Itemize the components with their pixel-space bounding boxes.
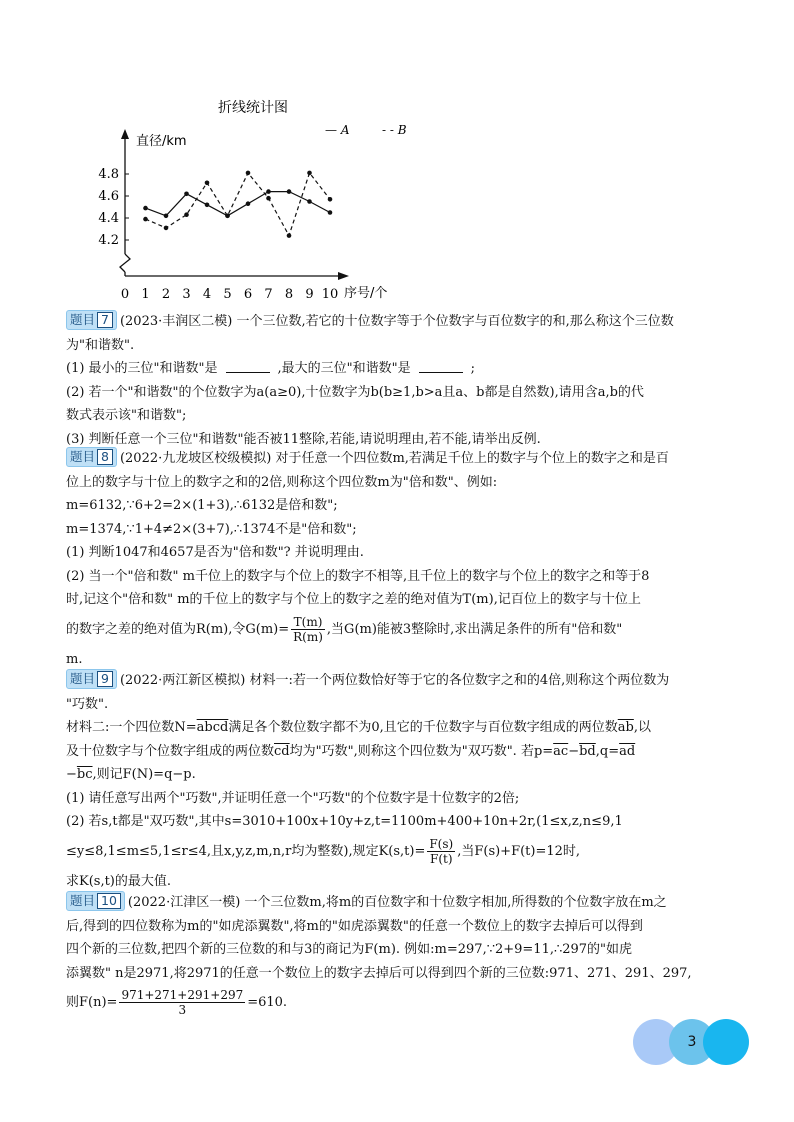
problem-text: 均为"巧数",则称这个四位数为"双巧数". 若p= [289, 743, 554, 759]
problem-text: ,当F(s)+F(t)=12时, [457, 843, 581, 859]
problem-number: 7 [97, 312, 113, 328]
x-axis-label: 序号/个 [344, 286, 388, 301]
data-point-a [328, 210, 333, 215]
y-axis-label: 直径/km [136, 134, 187, 149]
fraction [291, 615, 325, 644]
data-point-b [246, 171, 251, 176]
problem-text: ,最大的三位"和谐数"是 [277, 361, 411, 376]
overlined-number: $\overline{bc}$ [76, 767, 93, 782]
x-tick-label: 9 [305, 287, 314, 302]
problem-tag-label: 题目 [70, 449, 96, 464]
series-line-b [146, 173, 331, 236]
problem-10 [66, 891, 742, 1021]
problem-text: (2) 当一个"倍和数" m千位上的数字与个位上的数字不相等,且千位上的数字与个位上的数字之和等于8 [66, 568, 650, 584]
overlined-number: $\overline{cd}$ [274, 743, 290, 759]
problem-text: 为"和谐数". [66, 337, 135, 353]
problem-7 [66, 310, 742, 451]
problem-text: − [568, 743, 580, 759]
answer-blank [419, 360, 463, 373]
legend-entry-a: — A [325, 123, 350, 137]
problem-text: 四个新的三位数,把四个新的三位数的和与3的商记为F(m). 例如:m=297,∵2+9=11,∴297的"如虎 [66, 942, 633, 957]
legend-entry-b: - - B [382, 123, 407, 137]
fraction-denominator: F(t) [430, 851, 453, 866]
problem-tag [66, 447, 117, 467]
overlined-number: abcd [196, 720, 229, 735]
overlined-number: $\overline{ab}$ [617, 720, 634, 735]
problem-tag-label: 题目 [70, 671, 96, 686]
x-tick-label: 2 [161, 287, 171, 302]
fraction [119, 988, 245, 1017]
problem-text: "巧数". [66, 696, 109, 712]
data-point-b [328, 197, 333, 202]
problem-text: 后,得到的四位数称为m的"如虎添翼数",将m的"如虎添翼数"的任意一个数位上的数字去掉后可以得到 [66, 918, 643, 934]
data-point-b [307, 171, 312, 176]
problem-text: (2022·九龙坡区校级模拟) 对于任意一个四位数m,若满足千位上的数字与个位上的数字之和是百 [119, 451, 669, 466]
problem-text: (2) 若一个"和谐数"的个位数字为a(a≥0),十位数字为b(b≥1,b>a且a、b都是自然数),请用含a,b的代 [66, 384, 644, 400]
problem-text: (2022·江津区一模) 一个三位数m,将m的百位数字和十位数字相加,所得数的个位数字放在m之 [127, 895, 667, 910]
data-point-b [164, 226, 169, 231]
fraction-numerator: 971+271+291+297 [121, 988, 244, 1002]
data-point-a [266, 189, 271, 194]
x-tick-label: 5 [223, 287, 232, 302]
y-tick-label: 4.4 [98, 211, 119, 226]
data-point-a [307, 199, 312, 204]
problem-text: ,则记F(N)=q−p. [92, 767, 196, 782]
problem-text: 及十位数字与个位数字组成的两位数 [66, 743, 275, 759]
data-point-b [266, 196, 271, 201]
page-number: 3 [687, 1034, 697, 1050]
page-number-badge [633, 1019, 749, 1065]
data-point-a [287, 189, 292, 194]
problem-tag-label: 题目 [70, 312, 96, 327]
x-tick-label: 3 [182, 287, 191, 302]
data-point-a [143, 206, 148, 211]
problem-text: (1) 判断1047和4657是否为"倍和数"? 并说明理由. [66, 545, 364, 560]
problem-text: 求K(s,t)的最大值. [66, 873, 172, 889]
data-point-b [184, 212, 189, 217]
answer-blank [226, 360, 270, 373]
problem-text: 满足各个数位数字都不为0,且它的千位数字与百位数字组成的两位数 [228, 720, 618, 735]
data-point-b [143, 217, 148, 222]
chart-title: 折线统计图 [218, 100, 288, 116]
x-tick-label: 4 [202, 287, 212, 302]
problem-tag [66, 669, 117, 689]
problem-text: 添翼数" n是2971,将2971的任意一个数位上的数字去掉后可以得到四个新的三位数:971、271、291、297, [66, 965, 692, 981]
problem-text: − [66, 767, 77, 782]
problem-text: ; [470, 361, 475, 376]
y-tick-label: 4.8 [98, 167, 119, 182]
data-point-a [184, 192, 189, 197]
x-tick-label: 6 [243, 287, 253, 302]
data-point-b [225, 214, 230, 219]
y-axis-arrow [121, 129, 129, 139]
x-axis-arrow [338, 272, 349, 280]
y-tick-label: 4.2 [98, 233, 119, 248]
problem-text: ,q= [595, 743, 620, 759]
problem-text: (3) 判断任意一个三位"和谐数"能否被11整除,若能,请说明理由,若不能,请举出反例. [66, 431, 541, 447]
problem-text: m. [66, 651, 83, 667]
problem-text: m=6132,∵6+2=2×(1+3),∴6132是倍和数"; [66, 498, 338, 513]
fraction-denominator: R(m) [293, 629, 323, 644]
problem-number: 8 [97, 449, 113, 465]
fraction-numerator: F(s) [429, 836, 454, 851]
y-axis-break [120, 254, 130, 272]
fraction-numerator: T(m) [291, 615, 325, 630]
fraction [427, 837, 455, 866]
line-chart [98, 92, 407, 307]
problem-text: 的数字之差的绝对值为R(m),令G(m)= [66, 621, 290, 637]
problem-tag [66, 310, 117, 330]
problem-text: 材料二:一个四位数N= [66, 720, 197, 735]
problem-9 [66, 669, 742, 893]
problem-text: 时,记这个"倍和数" m的千位上的数字与个位上的数字之差的绝对值为T(m),记百位上的数字与十位上 [66, 592, 641, 607]
problem-text: (1) 最小的三位"和谐数"是 [66, 361, 218, 376]
problem-text: ,以 [633, 720, 651, 735]
problem-text: (2) 若s,t都是"双巧数",其中s=3010+100x+10y+z,t=1100m+400+10n+2r,(1≤x,z,n≤9,1 [66, 814, 623, 829]
problem-text: =610. [247, 995, 288, 1010]
problem-text: m=1374,∵1+4≠2×(3+7),∴1374不是"倍和数"; [66, 521, 357, 537]
x-tick-label: 0 [120, 287, 130, 302]
x-tick-label: 10 [321, 287, 339, 302]
problem-text: (1) 请任意写出两个"巧数",并证明任意一个"巧数"的个位数字是十位数字的2倍; [66, 790, 520, 806]
x-tick-label: 8 [284, 287, 294, 302]
data-point-a [164, 214, 169, 219]
overlined-number: $\overline{ac}$ [553, 743, 569, 759]
data-point-a [205, 203, 210, 208]
problem-text: (2023·丰润区二模) 一个三位数,若它的十位数字等于个位数字与百位数字的和,那么称这个三位数 [119, 314, 674, 329]
problem-text: 则F(n)= [66, 995, 118, 1010]
problem-text: 位上的数字与十位上的数字之和的2倍,则称这个四位数m为"倍和数"、例如: [66, 474, 498, 490]
problem-tag-label: 题目 [70, 893, 96, 908]
data-point-b [205, 181, 210, 186]
overlined-number: $\overline{ad}$ [619, 743, 636, 759]
problem-tag [66, 891, 125, 911]
x-tick-label: 1 [141, 287, 150, 302]
problem-text: (2022·两江新区模拟) 材料一:若一个两位数恰好等于它的各位数字之和的4倍,则称这个两位数为 [119, 673, 670, 688]
problem-text: 数式表示该"和谐数"; [66, 408, 187, 423]
fraction-denominator: 3 [178, 1003, 187, 1017]
problem-8 [66, 447, 742, 671]
data-point-a [246, 201, 251, 206]
y-tick-label: 4.6 [98, 189, 119, 204]
x-tick-label: 7 [264, 287, 273, 302]
data-point-b [287, 233, 292, 238]
problem-text: ≤y≤8,1≤m≤5,1≤r≤4,且x,y,z,m,n,r均为整数),规定K(s,t)= [66, 843, 426, 859]
problem-text: ,当G(m)能被3整除时,求出满足条件的所有"倍和数" [326, 621, 623, 637]
problem-number: 9 [97, 671, 113, 687]
overlined-number: $\overline{bd}$ [579, 743, 596, 759]
problem-number: 10 [97, 893, 121, 909]
